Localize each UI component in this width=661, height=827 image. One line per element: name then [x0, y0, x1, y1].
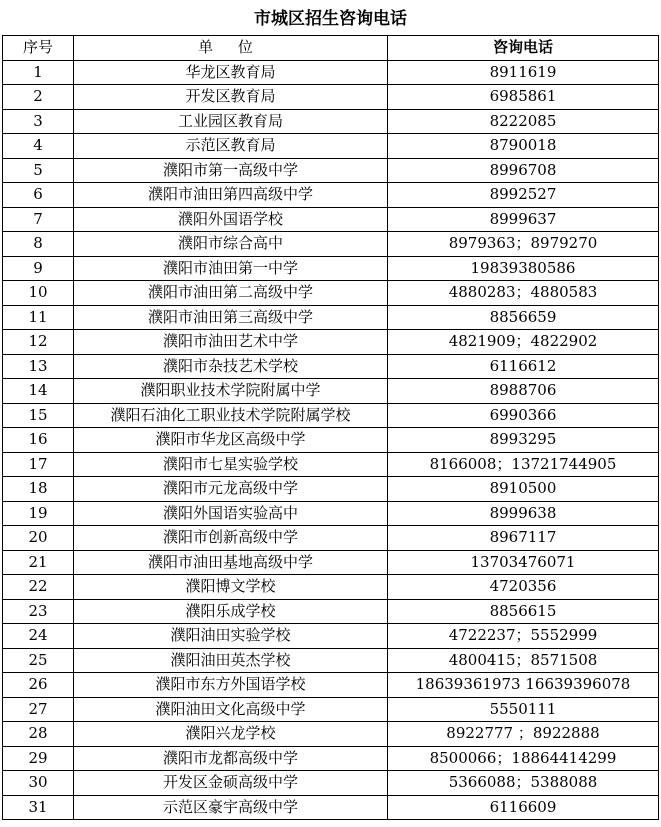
row-number: 3 [3, 109, 74, 134]
row-number: 6 [3, 183, 74, 208]
row-unit-name: 濮阳市龙都高级中学 [74, 746, 388, 771]
table-row [3, 599, 659, 624]
table-row [3, 550, 659, 575]
row-phone: 4880283；4880583 [388, 281, 659, 306]
table-row [3, 403, 659, 428]
row-unit-name: 濮阳市第一高级中学 [74, 158, 388, 183]
row-phone: 5366088；5388088 [388, 771, 659, 796]
row-number: 4 [3, 134, 74, 159]
row-unit-name: 示范区豪宇高级中学 [74, 795, 388, 820]
row-number: 23 [3, 599, 74, 624]
row-number: 30 [3, 771, 74, 796]
row-number: 10 [3, 281, 74, 306]
row-number: 7 [3, 207, 74, 232]
row-number: 25 [3, 648, 74, 673]
table-row [3, 795, 659, 820]
table-row [3, 648, 659, 673]
table-row [3, 452, 659, 477]
row-number: 14 [3, 379, 74, 404]
row-number: 24 [3, 624, 74, 649]
header-index: 序号 [3, 36, 74, 61]
row-unit-name: 濮阳外国语实验高中 [74, 501, 388, 526]
row-number: 1 [3, 60, 74, 85]
table-row [3, 673, 659, 698]
row-number: 26 [3, 673, 74, 698]
row-phone: 8856615 [388, 599, 659, 624]
row-unit-name: 濮阳市油田艺术中学 [74, 330, 388, 355]
row-unit-name: 示范区教育局 [74, 134, 388, 159]
row-phone: 8222085 [388, 109, 659, 134]
table-row [3, 60, 659, 85]
row-phone: 8993295 [388, 428, 659, 453]
row-phone: 6985861 [388, 85, 659, 110]
row-number: 22 [3, 575, 74, 600]
table-row [3, 722, 659, 747]
row-unit-name: 开发区教育局 [74, 85, 388, 110]
row-phone: 13703476071 [388, 550, 659, 575]
row-unit-name: 濮阳外国语学校 [74, 207, 388, 232]
row-phone: 4720356 [388, 575, 659, 600]
row-phone: 8967117 [388, 526, 659, 551]
row-number: 29 [3, 746, 74, 771]
table-row [3, 158, 659, 183]
row-number: 20 [3, 526, 74, 551]
contact-table [2, 35, 659, 820]
row-unit-name: 濮阳市杂技艺术学校 [74, 354, 388, 379]
row-phone: 18639361973 16639396078 [388, 673, 659, 698]
row-unit-name: 工业园区教育局 [74, 109, 388, 134]
row-phone: 4821909；4822902 [388, 330, 659, 355]
table-row [3, 183, 659, 208]
row-phone: 8999638 [388, 501, 659, 526]
table-title: 市城区招生咨询电话 [254, 9, 407, 29]
row-number: 2 [3, 85, 74, 110]
row-unit-name: 濮阳市东方外国语学校 [74, 673, 388, 698]
header-row [3, 36, 659, 61]
row-unit-name: 濮阳石油化工职业技术学院附属学校 [74, 403, 388, 428]
row-phone: 8790018 [388, 134, 659, 159]
row-unit-name: 濮阳市油田第四高级中学 [74, 183, 388, 208]
table-row [3, 428, 659, 453]
row-unit-name: 开发区金硕高级中学 [74, 771, 388, 796]
row-phone: 8979363；8979270 [388, 232, 659, 257]
row-phone: 8996708 [388, 158, 659, 183]
row-unit-name: 濮阳兴龙学校 [74, 722, 388, 747]
table-row [3, 256, 659, 281]
table-row [3, 746, 659, 771]
row-phone: 8988706 [388, 379, 659, 404]
table-row [3, 697, 659, 722]
row-number: 13 [3, 354, 74, 379]
row-unit-name: 濮阳职业技术学院附属中学 [74, 379, 388, 404]
row-number: 17 [3, 452, 74, 477]
header-unit: 单 位 [74, 36, 388, 61]
row-phone: 8999637 [388, 207, 659, 232]
row-number: 11 [3, 305, 74, 330]
row-phone: 8910500 [388, 477, 659, 502]
row-unit-name: 濮阳市七星实验学校 [74, 452, 388, 477]
row-unit-name: 濮阳市油田第二高级中学 [74, 281, 388, 306]
row-phone: 6990366 [388, 403, 659, 428]
row-number: 8 [3, 232, 74, 257]
table-row [3, 379, 659, 404]
row-number: 15 [3, 403, 74, 428]
row-number: 18 [3, 477, 74, 502]
row-number: 19 [3, 501, 74, 526]
table-row [3, 771, 659, 796]
row-unit-name: 濮阳市华龙区高级中学 [74, 428, 388, 453]
row-number: 5 [3, 158, 74, 183]
row-number: 31 [3, 795, 74, 820]
row-phone: 6116612 [388, 354, 659, 379]
table-row [3, 526, 659, 551]
table-row [3, 575, 659, 600]
row-number: 27 [3, 697, 74, 722]
table-row [3, 281, 659, 306]
row-number: 12 [3, 330, 74, 355]
row-phone: 4800415；8571508 [388, 648, 659, 673]
row-unit-name: 濮阳油田文化高级中学 [74, 697, 388, 722]
row-phone: 5550111 [388, 697, 659, 722]
row-unit-name: 濮阳市综合高中 [74, 232, 388, 257]
table-row [3, 624, 659, 649]
row-unit-name: 濮阳市油田第一中学 [74, 256, 388, 281]
row-phone: 8166008；13721744905 [388, 452, 659, 477]
row-unit-name: 濮阳市创新高级中学 [74, 526, 388, 551]
row-unit-name: 濮阳乐成学校 [74, 599, 388, 624]
table-row [3, 330, 659, 355]
row-phone: 8911619 [388, 60, 659, 85]
row-phone: 19839380586 [388, 256, 659, 281]
row-phone: 8922777 ；8922888 [388, 722, 659, 747]
table-row [3, 85, 659, 110]
row-phone: 6116609 [388, 795, 659, 820]
table-row [3, 207, 659, 232]
table-row [3, 305, 659, 330]
table-row [3, 354, 659, 379]
row-unit-name: 濮阳油田英杰学校 [74, 648, 388, 673]
table-row [3, 134, 659, 159]
table-row [3, 232, 659, 257]
table-row [3, 501, 659, 526]
row-phone: 8992527 [388, 183, 659, 208]
row-number: 16 [3, 428, 74, 453]
row-unit-name: 濮阳博文学校 [74, 575, 388, 600]
row-number: 21 [3, 550, 74, 575]
header-contact: 咨询电话 [388, 36, 659, 61]
table-row [3, 477, 659, 502]
row-unit-name: 濮阳油田实验学校 [74, 624, 388, 649]
row-unit-name: 濮阳市油田基地高级中学 [74, 550, 388, 575]
row-unit-name: 濮阳市油田第三高级中学 [74, 305, 388, 330]
row-unit-name: 濮阳市元龙高级中学 [74, 477, 388, 502]
row-phone: 8856659 [388, 305, 659, 330]
row-number: 28 [3, 722, 74, 747]
row-phone: 8500066；18864414299 [388, 746, 659, 771]
row-unit-name: 华龙区教育局 [74, 60, 388, 85]
table-row [3, 109, 659, 134]
row-phone: 4722237；5552999 [388, 624, 659, 649]
row-number: 9 [3, 256, 74, 281]
